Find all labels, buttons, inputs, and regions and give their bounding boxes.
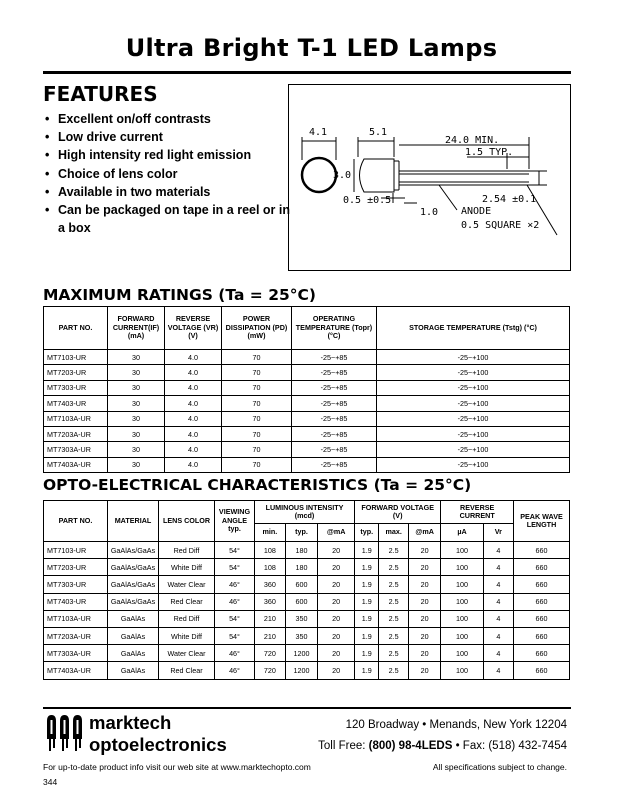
table-cell: 46° [215,593,255,610]
table-cell: 2.5 [379,559,408,576]
table-cell: 20 [408,542,440,559]
table-cell: MT7103-UR [44,350,108,365]
contact-line [318,740,567,752]
table-cell: 70 [222,457,292,472]
marktech-logo-icon [46,713,86,758]
table-cell: MT7203-UR [44,365,108,380]
table-cell: 2.5 [379,627,408,644]
table-row [44,662,570,679]
dim-label: 5.1 [369,127,388,138]
table-cell: -25~+85 [292,396,377,411]
column-header: VIEWING ANGLE typ. [215,501,255,542]
table-row [44,457,570,472]
max-ratings-heading: MAXIMUM RATINGS (Ta = 25°C) [43,286,316,304]
feature-item: • Excellent on/off contrasts [45,110,290,128]
company-address: 120 Broadway • Menands, New York 12204 [345,719,567,731]
features-list [45,110,290,237]
table-cell: GaAlAs [108,610,159,627]
dim-label: 3.0 [333,170,352,181]
table-cell: Red Clear [159,593,215,610]
sub-header: µA [441,524,483,542]
table-cell: 20 [318,593,355,610]
table-cell: Water Clear [159,645,215,662]
table-cell: 70 [222,380,292,395]
column-header: OPERATING TEMPERATURE (Topr) (°C) [292,307,377,350]
table-cell: 4 [483,542,513,559]
table-cell: 20 [408,662,440,679]
table-cell: -25~+85 [292,457,377,472]
dim-label: 0.5 SQUARE ×2 [461,220,540,231]
table-cell: 100 [441,610,483,627]
features-heading: FEATURES [43,82,158,106]
table-cell: -25~+100 [377,426,570,441]
web-note: For up-to-date product info visit our web site at www.marktechopto.com [43,762,311,772]
feature-item: • High intensity red light emission [45,146,290,164]
sub-header: min. [255,524,286,542]
table-cell: 70 [222,396,292,411]
table-cell: White Diff [159,627,215,644]
column-header: POWER DISSIPATION (PD) (mW) [222,307,292,350]
table-row [44,542,570,559]
table-cell: MT7303-UR [44,380,108,395]
toll-free-label: Toll Free: [318,740,369,752]
table-cell: 350 [285,610,318,627]
table-cell: -25~+100 [377,411,570,426]
table-cell: 70 [222,350,292,365]
sub-header: typ. [285,524,318,542]
table-row [44,396,570,411]
table-cell: 100 [441,645,483,662]
table-cell: 20 [318,627,355,644]
table-cell: 4 [483,576,513,593]
table-cell: 4.0 [165,380,222,395]
table-row [44,627,570,644]
dim-label: 1.0 [420,207,439,218]
table-cell: 20 [408,627,440,644]
table-row [44,411,570,426]
column-header: PART NO. [44,307,108,350]
table-row [44,593,570,610]
table-cell: 2.5 [379,662,408,679]
table-cell: MT7303A-UR [44,442,108,457]
feature-item: • Low drive current [45,128,290,146]
table-cell: 1.9 [355,610,379,627]
column-header: FORWARD VOLTAGE (V) [355,501,441,524]
table-cell: GaAlAs [108,627,159,644]
sub-header: @mA [408,524,440,542]
dim-label: 2.54 ±0.1 [482,194,537,205]
column-header: STORAGE TEMPERATURE (Tstg) (°C) [377,307,570,350]
table-row [44,380,570,395]
led-side-body [360,159,395,192]
table-cell: MT7403-UR [44,396,108,411]
table-cell: 100 [441,559,483,576]
table-cell: 54° [215,627,255,644]
table-cell: 4.0 [165,350,222,365]
column-header: PART NO. [44,501,108,542]
column-header: MATERIAL [108,501,159,542]
table-cell: 180 [285,559,318,576]
table-cell: -25~+100 [377,365,570,380]
table-cell: GaAlAs/GaAs [108,559,159,576]
table-cell: 46° [215,645,255,662]
table-cell: 30 [108,411,165,426]
table-cell: 4.0 [165,411,222,426]
led-front-view [302,158,336,192]
table-cell: 4 [483,627,513,644]
table-cell: 20 [408,559,440,576]
table-cell: GaAlAs [108,662,159,679]
table-cell: 4 [483,559,513,576]
table-cell: 1.9 [355,542,379,559]
table-cell: 46° [215,662,255,679]
table-cell: GaAlAs/GaAs [108,576,159,593]
table-cell: 4 [483,645,513,662]
table-cell: 720 [255,662,286,679]
table-cell: 70 [222,365,292,380]
table-cell: -25~+100 [377,457,570,472]
table-cell: -25~+85 [292,442,377,457]
table-cell: MT7103A-UR [44,610,108,627]
table-cell: 360 [255,576,286,593]
table-cell: 1.9 [355,662,379,679]
column-header: REVERSE VOLTAGE (VR) (V) [165,307,222,350]
dim-label: 1.5 TYP. [465,147,514,158]
toll-free-number: (800) 98-4LEDS [368,740,453,752]
feature-item: • Choice of lens color [45,165,290,183]
table-cell: 2.5 [379,593,408,610]
brand-subname: optoelectronics [89,734,227,755]
dim-label: 0.5 ±0.5 [343,195,392,206]
table-cell: 1.9 [355,627,379,644]
table-cell: 1.9 [355,645,379,662]
table-cell: 1200 [285,662,318,679]
table-cell: 20 [318,645,355,662]
sub-header: typ. [355,524,379,542]
table-cell: 30 [108,426,165,441]
table-cell: 30 [108,380,165,395]
table-row [44,576,570,593]
table-cell: 4 [483,593,513,610]
table-cell: 20 [318,610,355,627]
table-cell: Red Clear [159,662,215,679]
table-cell: 660 [514,559,570,576]
table-row [44,645,570,662]
opto-heading: OPTO-ELECTRICAL CHARACTERISTICS (Ta = 25°C) [43,476,472,494]
table-cell: -25~+100 [377,380,570,395]
table-cell: 70 [222,426,292,441]
brand-name: marktech [89,712,172,733]
page-title: Ultra Bright T-1 LED Lamps [125,34,498,62]
table-cell: 660 [514,593,570,610]
table-cell: 1.9 [355,559,379,576]
table-cell: -25~+85 [292,426,377,441]
table-cell: 20 [408,593,440,610]
led-outline-drawing [289,85,572,272]
sub-header: @mA [318,524,355,542]
table-cell: 720 [255,645,286,662]
column-header: REVERSE CURRENT [441,501,514,524]
table-cell: -25~+85 [292,380,377,395]
table-cell: 100 [441,542,483,559]
table-cell: 20 [318,559,355,576]
table-cell: 30 [108,396,165,411]
table-cell: 4.0 [165,426,222,441]
table-cell: 1200 [285,645,318,662]
table-cell: 30 [108,457,165,472]
table-cell: 660 [514,576,570,593]
table-cell: 54° [215,559,255,576]
table-cell: Red Diff [159,542,215,559]
table-cell: 54° [215,542,255,559]
table-cell: 4 [483,610,513,627]
table-cell: 4.0 [165,365,222,380]
dim-label: ANODE [461,206,492,217]
table-cell: 210 [255,610,286,627]
table-cell: MT7103A-UR [44,411,108,426]
table-cell: 30 [108,365,165,380]
column-header: FORWARD CURRENT(IF) (mA) [108,307,165,350]
table-cell: 4.0 [165,457,222,472]
table-cell: 100 [441,662,483,679]
table-cell: 30 [108,350,165,365]
table-cell: 100 [441,593,483,610]
table-cell: GaAlAs/GaAs [108,542,159,559]
table-cell: 660 [514,645,570,662]
page-number: 344 [43,777,58,787]
table-cell: 180 [285,542,318,559]
table-row [44,610,570,627]
table-cell: 2.5 [379,576,408,593]
column-header: PEAK WAVE LENGTH [514,501,570,542]
table-cell: -25~+100 [377,396,570,411]
feature-item: • Can be packaged on tape in a reel or in a box [45,201,290,237]
table-cell: 2.5 [379,610,408,627]
dimension-diagram [288,84,571,271]
title-divider [43,71,571,74]
feature-item: • Available in two materials [45,183,290,201]
table-cell: 20 [318,662,355,679]
table-cell: 660 [514,662,570,679]
table-cell: MT7203-UR [44,559,108,576]
table-cell: 4 [483,662,513,679]
table-cell: 54° [215,610,255,627]
fax-number: • Fax: (518) 432-7454 [452,740,567,752]
table-cell: MT7403A-UR [44,662,108,679]
disclaimer: All specifications subject to change. [432,762,567,772]
dim-label: 24.0 MIN. [445,135,500,146]
table-row [44,442,570,457]
table-cell: MT7403A-UR [44,457,108,472]
table-cell: 2.5 [379,542,408,559]
table-cell: -25~+100 [377,442,570,457]
table-cell: 108 [255,542,286,559]
dim-label: 4.1 [309,127,328,138]
table-cell: Red Diff [159,610,215,627]
sub-header: max. [379,524,408,542]
table-cell: 108 [255,559,286,576]
table-cell: -25~+85 [292,350,377,365]
table-cell: 1.9 [355,593,379,610]
table-cell: MT7103-UR [44,542,108,559]
table-cell: 20 [318,542,355,559]
table-cell: 70 [222,442,292,457]
opto-table [43,500,570,680]
table-cell: GaAlAs/GaAs [108,593,159,610]
table-cell: 660 [514,610,570,627]
column-header: LENS COLOR [159,501,215,542]
table-cell: 100 [441,576,483,593]
table-row [44,426,570,441]
table-cell: 100 [441,627,483,644]
table-cell: 20 [408,645,440,662]
table-cell: 20 [318,576,355,593]
footer-divider [43,707,571,709]
table-cell: 70 [222,411,292,426]
table-cell: 360 [255,593,286,610]
sub-header: Vr [483,524,513,542]
table-cell: 1.9 [355,576,379,593]
table-row [44,365,570,380]
max-ratings-table [43,306,570,473]
table-cell: 2.5 [379,645,408,662]
table-cell: 600 [285,576,318,593]
table-cell: 30 [108,442,165,457]
table-cell: 660 [514,627,570,644]
table-cell: 210 [255,627,286,644]
column-header: LUMINOUS INTENSITY (mcd) [255,501,355,524]
table-cell: 4.0 [165,396,222,411]
table-cell: 20 [408,576,440,593]
table-cell: MT7303A-UR [44,645,108,662]
table-cell: -25~+85 [292,365,377,380]
table-cell: -25~+85 [292,411,377,426]
table-cell: Water Clear [159,576,215,593]
table-cell: 4.0 [165,442,222,457]
table-cell: 46° [215,576,255,593]
table-cell: -25~+100 [377,350,570,365]
table-cell: MT7203A-UR [44,426,108,441]
table-cell: 600 [285,593,318,610]
table-cell: GaAlAs [108,645,159,662]
table-row [44,559,570,576]
table-cell: MT7303-UR [44,576,108,593]
table-cell: MT7203A-UR [44,627,108,644]
table-row [44,350,570,365]
table-cell: 660 [514,542,570,559]
table-cell: White Diff [159,559,215,576]
table-cell: MT7403-UR [44,593,108,610]
table-cell: 20 [408,610,440,627]
table-cell: 350 [285,627,318,644]
